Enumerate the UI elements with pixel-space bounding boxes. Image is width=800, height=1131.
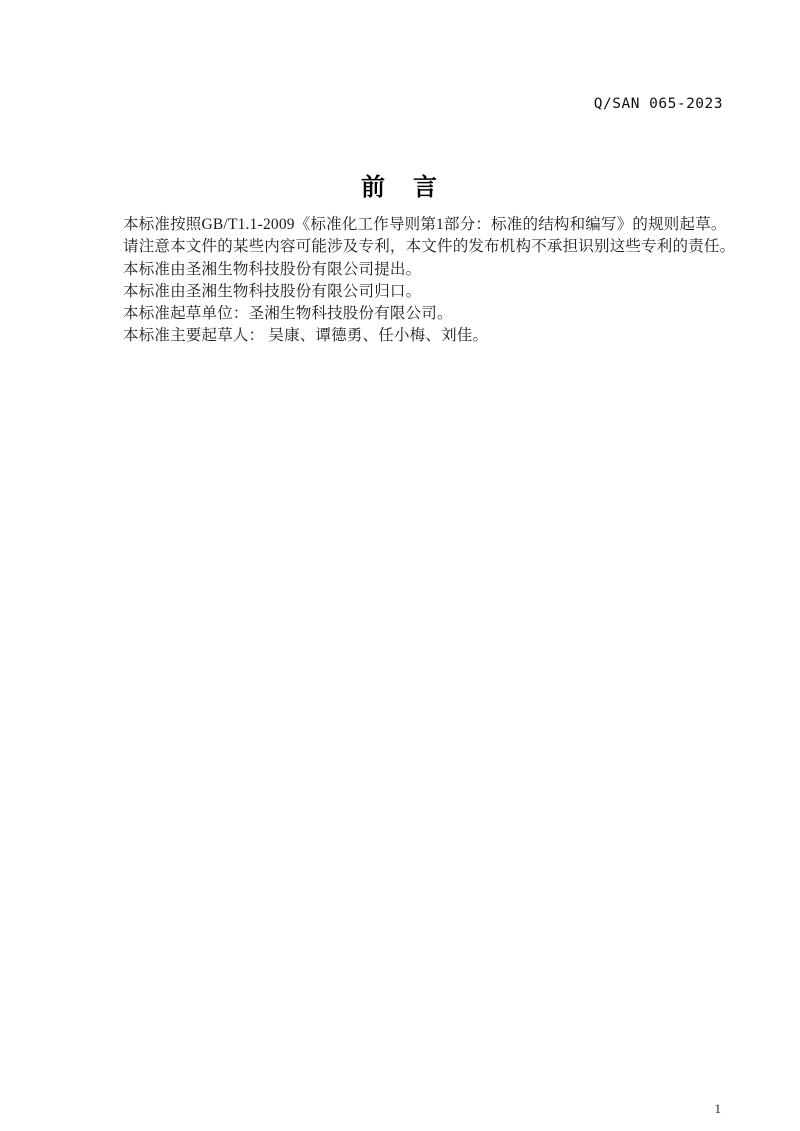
foreword-line: 本标准由圣湘生物科技股份有限公司归口。 [123,282,422,300]
standard-number-header: Q/SAN 065-2023 [593,96,723,112]
foreword-line: 本标准主要起草人： 吴康、谭德勇、任小梅、刘佳。 [123,327,489,345]
foreword-body [123,214,736,348]
foreword-line: 本标准按照GB/T1.1-2009《标准化工作导则第1部分：标准的结构和编写》的规则起草。 [123,216,727,233]
foreword-line: 请注意本文件的某些内容可能涉及专利，本文件的发布机构不承担识别这些专利的责任。 [123,238,736,256]
foreword-line: 本标准由圣湘生物科技股份有限公司提出。 [123,260,422,278]
page-title: 前 言 [361,175,439,201]
foreword-line: 本标准起草单位：圣湘生物科技股份有限公司。 [123,305,453,323]
page-number: 1 [714,1101,721,1116]
